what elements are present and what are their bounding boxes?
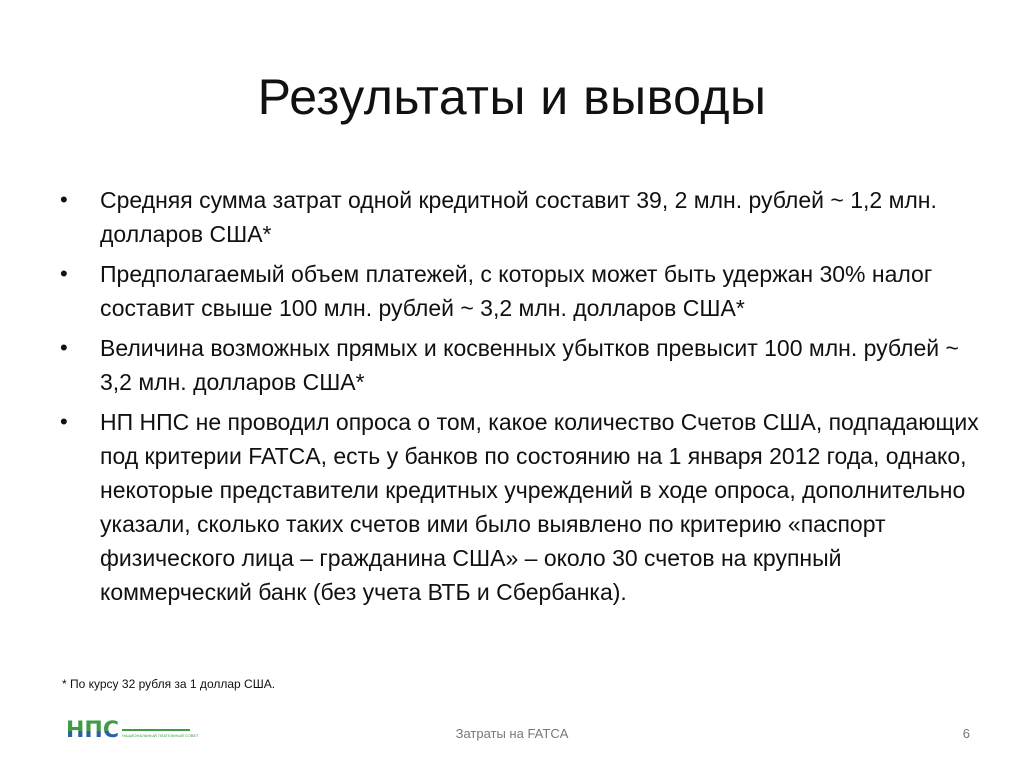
bullet-marker: • xyxy=(60,261,68,286)
bullet-list xyxy=(58,183,988,615)
bullet-marker: • xyxy=(60,409,68,434)
footer-title: Затраты на FATCA xyxy=(455,726,569,741)
logo-caption: НАЦИОНАЛЬНЫЙ ПЛАТЕЖНЫЙ СОВЕТ xyxy=(121,733,199,738)
bullet-item xyxy=(58,331,988,399)
logo-text: НПС xyxy=(66,718,119,743)
bullet-item xyxy=(58,405,988,609)
bullet-item xyxy=(58,257,988,325)
bullet-text: Средняя сумма затрат одной кредитной составит 39, 2 млн. рублей ~ 1,2 млн. долларов США* xyxy=(100,187,937,247)
slide-title: Результаты и выводы xyxy=(257,69,767,125)
footnote: * По курсу 32 рубля за 1 доллар США. xyxy=(62,677,276,691)
page-number: 6 xyxy=(962,726,970,741)
bullet-text: НП НПС не проводил опроса о том, какое количество Счетов США, подпадающих под критерии FATCA, есть у банков по состоянию на 1 января 2012 года, однако, некоторые представители кредитных учреждений в ходе опроса, дополнительно указали, сколько таких счетов ими было выявлено по критерию «паспорт физического лица – гражданина США» – около 30 счетов на крупный коммерческий банк (без учета ВТБ и Сбербанка). xyxy=(100,409,979,605)
bullet-marker: • xyxy=(60,187,68,212)
bullet-marker: • xyxy=(60,335,68,360)
bullet-item xyxy=(58,183,988,251)
bullet-text: Предполагаемый объем платежей, с которых может быть удержан 30% налог составит свыше 100 млн. рублей ~ 3,2 млн. долларов США* xyxy=(100,261,933,321)
bullet-text: Величина возможных прямых и косвенных убытков превысит 100 млн. рублей ~ 3,2 млн. долларов США* xyxy=(100,335,959,395)
